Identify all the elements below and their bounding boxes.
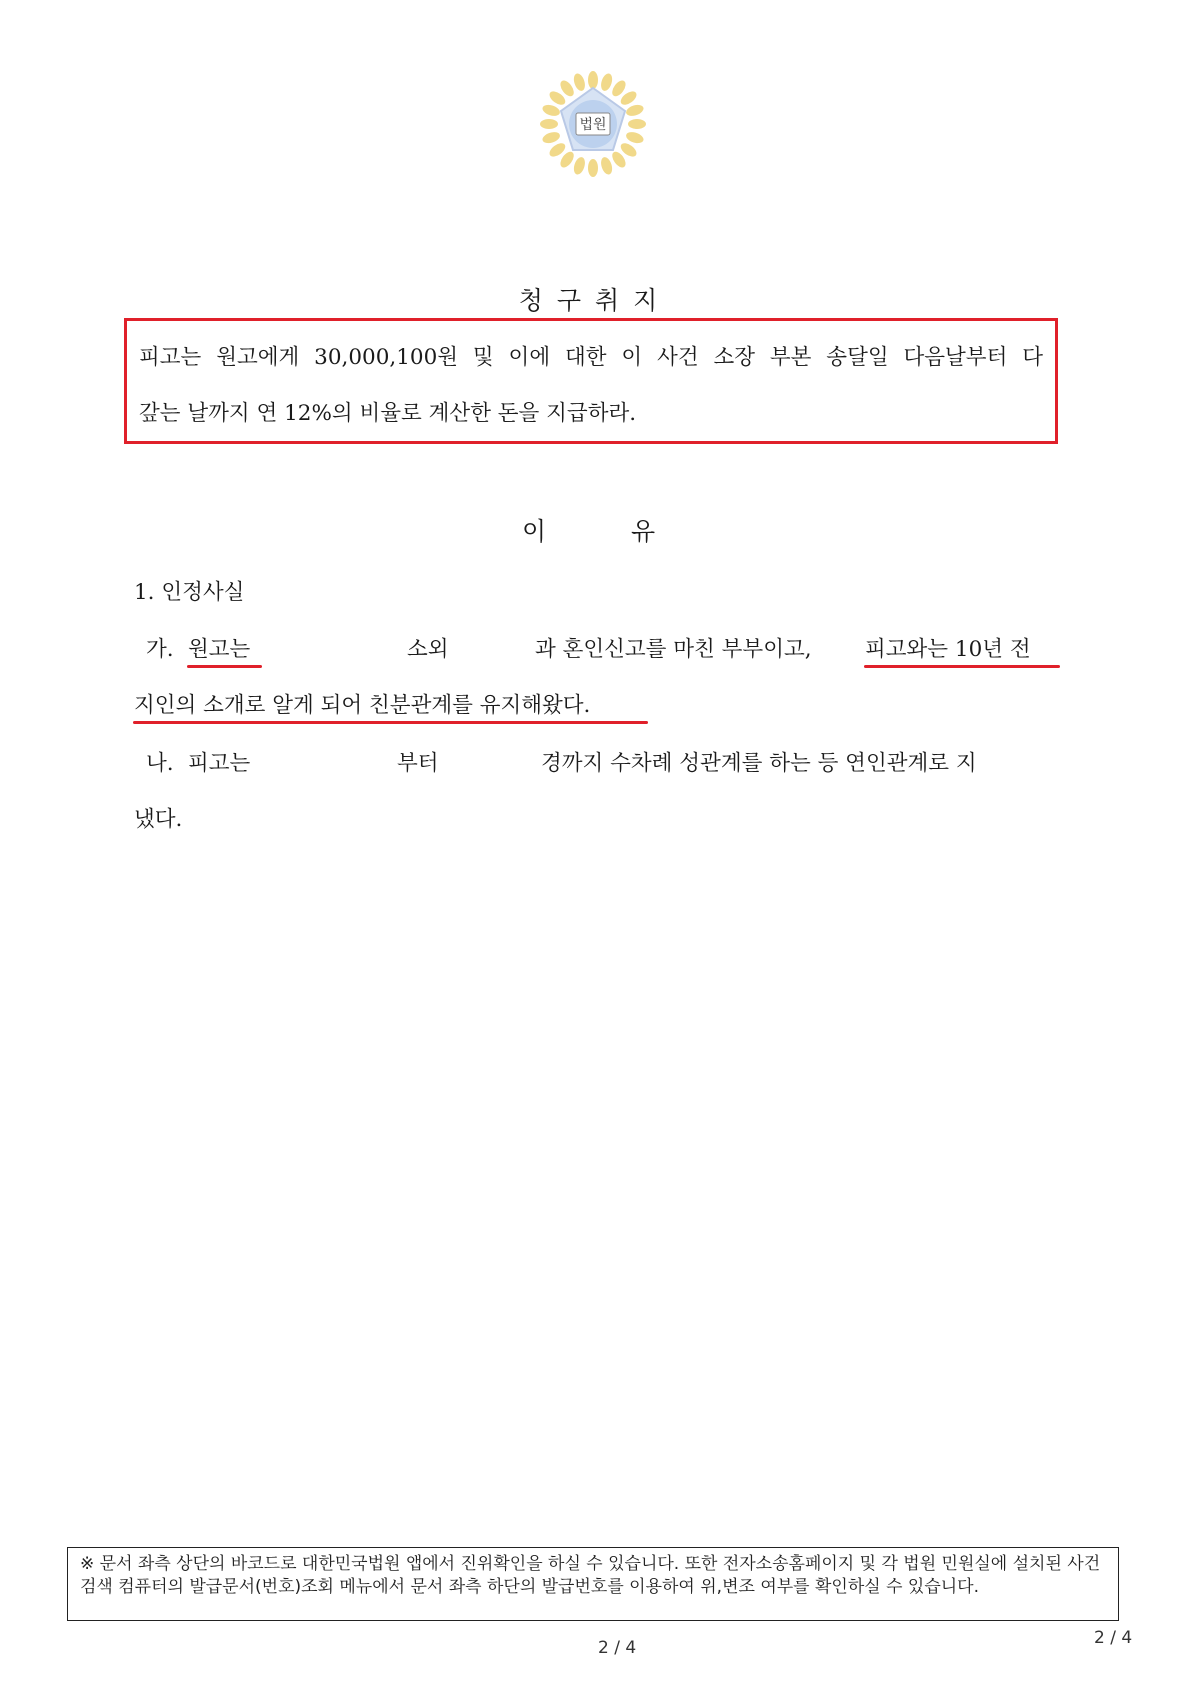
underline-line2 — [133, 721, 648, 724]
para-ga-plaintiff: 원고는 — [188, 637, 251, 662]
underline-plaintiff — [187, 665, 262, 668]
claim-section-title: 청구취지 — [518, 286, 672, 315]
para-ga-line2: 지인의 소개로 알게 되어 친분관계를 유지해왔다. — [134, 693, 591, 718]
seal-petal — [541, 130, 561, 145]
court-seal — [537, 68, 649, 180]
para-ga-outside: 소외 — [407, 637, 449, 662]
para-na-label: 나. — [146, 751, 174, 776]
claim-line-2: 갚는 날까지 연 12%의 비율로 계산한 돈을 지급하라. — [139, 401, 637, 426]
seal-petal — [625, 130, 645, 145]
page-number-corner: 2 / 4 — [1094, 1628, 1133, 1648]
seal-petal — [588, 159, 598, 177]
reason-title-left: 이 — [522, 517, 547, 546]
underline-defendant — [864, 665, 1060, 668]
para-na-defendant: 피고는 — [188, 751, 251, 776]
seal-petal — [572, 72, 587, 92]
seal-petal — [628, 119, 646, 129]
para-ga-defendant: 피고와는 10년 전 — [865, 637, 1031, 662]
seal-petal — [540, 119, 558, 129]
seal-petal — [599, 156, 614, 176]
para-ga-label: 가. — [146, 637, 174, 662]
para-ga-marriage: 과 혼인신고를 마친 부부이고, — [535, 637, 812, 662]
para-na-line2: 냈다. — [134, 807, 183, 832]
seal-petal — [572, 156, 587, 176]
para-na-from: 부터 — [397, 751, 439, 776]
seal-petal — [541, 103, 561, 118]
claim-line-1: 피고는 원고에게 30,000,100원 및 이에 대한 이 사건 소장 부본 송달일 다음날부터 다 — [139, 345, 1043, 370]
page-number: 2 / 4 — [598, 1638, 637, 1658]
reason-title-right: 유 — [631, 517, 656, 546]
seal-petal — [625, 103, 645, 118]
facts-heading: 1. 인정사실 — [134, 580, 245, 605]
seal-petal — [588, 71, 598, 89]
seal-petal — [599, 72, 614, 92]
footer-notice: ※ 문서 좌측 상단의 바코드로 대한민국법원 앱에서 진위확인을 하실 수 있습니다. 또한 전자소송홈페이지 및 각 법원 민원실에 설치된 사건검색 컴퓨터의 발급문서(번호)조회 메뉴에서 문서 좌측 하단의 발급번호를 이용하여 위,변조 여부를 확인하실 수 있습니다. — [67, 1547, 1119, 1621]
para-na-rest: 경까지 수차례 성관계를 하는 등 연인관계로 지 — [541, 751, 977, 776]
seal-text: 법원 — [579, 117, 607, 133]
